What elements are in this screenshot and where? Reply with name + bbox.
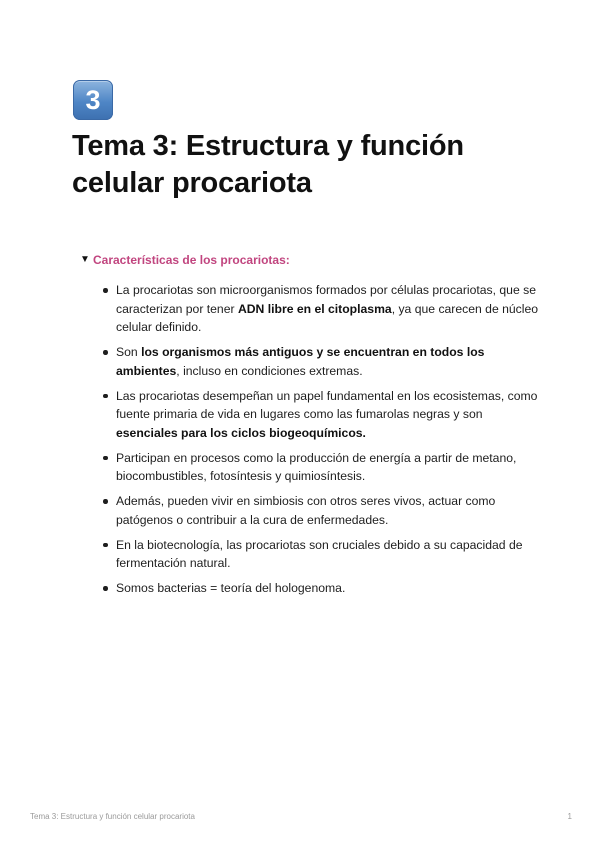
bold-text: los organismos más antiguos y se encuentran en todos los ambientes bbox=[116, 345, 485, 378]
bullet-list bbox=[80, 281, 540, 598]
toggle-header[interactable] bbox=[80, 251, 540, 269]
text-run: Somos bacterias = teoría del hologenoma. bbox=[116, 581, 346, 595]
list-item bbox=[80, 281, 540, 337]
text-run: En la biotecnología, las procariotas son cruciales debido a su capacidad de fermentación natural. bbox=[116, 537, 523, 570]
list-item bbox=[80, 579, 540, 598]
text-run: Son bbox=[116, 345, 142, 359]
page-title: Tema 3: Estructura y función celular procariota bbox=[72, 130, 464, 199]
toggle-label: Características de los procariotas: bbox=[93, 253, 290, 267]
text-run: Las procariotas desempeñan un papel fundamental en los ecosistemas, como fuente primaria de vida en lugares como las fumarolas negras y son bbox=[116, 388, 538, 421]
text-run: Además, pueden vivir en simbiosis con otros seres vivos, actuar como patógenos o contribuir a la cura de enfermedades. bbox=[116, 494, 496, 527]
bold-text: esenciales para los ciclos biogeoquímicos. bbox=[116, 425, 366, 440]
list-item bbox=[80, 449, 540, 486]
footer-title: Tema 3: Estructura y función celular procariota bbox=[30, 812, 195, 821]
text-run: , ya que carecen de núcleo celular definido. bbox=[116, 301, 539, 334]
bold-text: ADN libre en el citoplasma bbox=[237, 301, 392, 316]
list-item bbox=[80, 492, 540, 529]
footer-page-number: 1 bbox=[567, 812, 572, 821]
list-item bbox=[80, 387, 540, 443]
text-run: La procariotas son microorganismos formados por células procariotas, que se caracterizan por tener bbox=[116, 283, 536, 316]
list-item bbox=[80, 343, 540, 380]
text-run: , incluso en condiciones extremas. bbox=[176, 363, 363, 378]
toggle-block bbox=[80, 251, 540, 604]
list-item bbox=[80, 536, 540, 573]
toggle-arrow-icon[interactable]: ▼ bbox=[80, 254, 90, 265]
text-run: Participan en procesos como la producción de energía a partir de metano, biocombustibles, fotosíntesis y quimiosíntesis. bbox=[116, 450, 517, 483]
keycap-3-icon: 3 bbox=[73, 80, 113, 120]
